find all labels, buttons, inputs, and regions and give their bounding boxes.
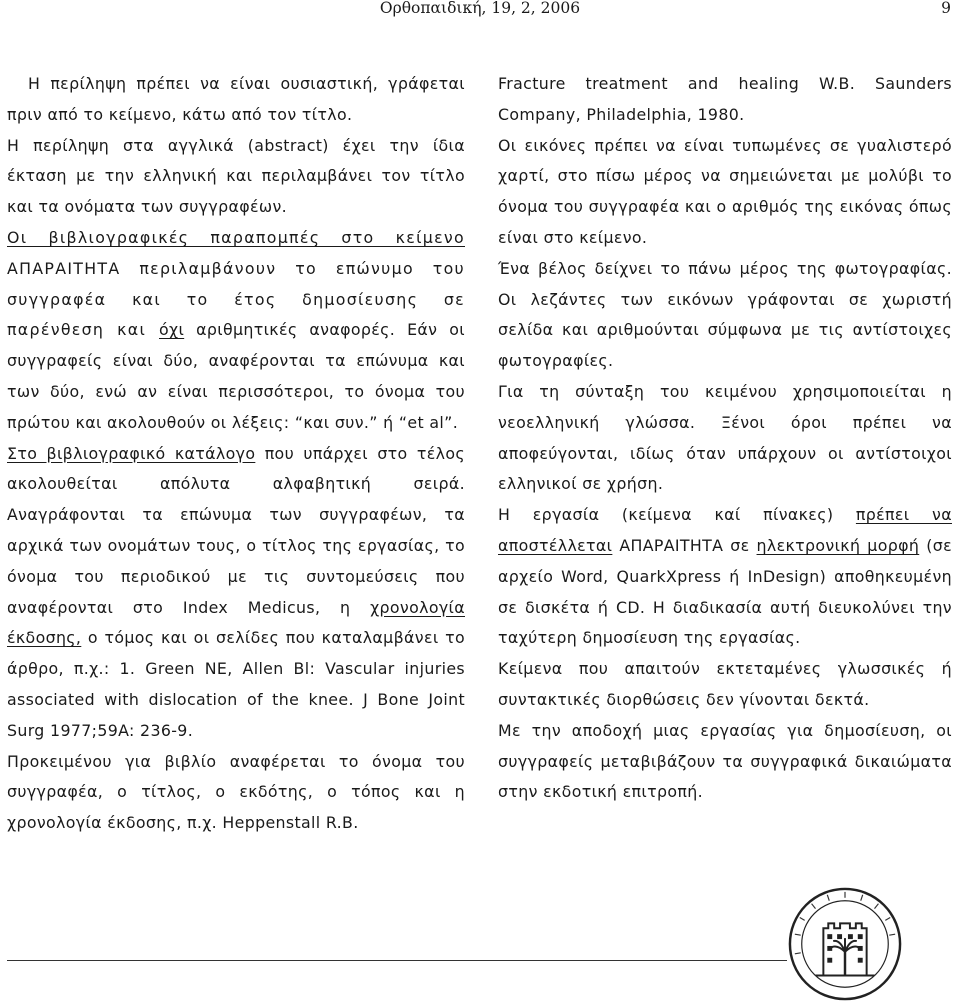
paragraph-book-reference-cont: Fracture treatment and healing W.B. Saunders Company, Philadelphia, 1980. bbox=[498, 74, 952, 124]
submission-text-b: ΑΠΑΡΑΙΤΗΤΑ σε bbox=[612, 535, 757, 555]
paragraph-bibliography bbox=[7, 439, 465, 747]
paragraph-captions: Ένα βέλος δείχνει το πάνω μέρος της φωτογραφίας. Οι λεζάντες των εικόνων γράφονται σε χωριστή σελίδα και αριθμούνται σύμφωνα με τις αντίστοιχες φωτογραφίες. bbox=[498, 258, 952, 371]
journal-citation: Ορθοπαιδική, 19, 2, 2006 bbox=[379, 0, 581, 17]
emphasis-not: όχι bbox=[159, 320, 185, 340]
citations-text-b: αριθμητικές αναφορές. Εάν οι συγγραφείς είναι δύο, αναφέρονται τα επώνυμα και των δύο, ενώ αν είναι περισσότεροι, το όνομα του πρώτου και ακολουθούν οι λέξεις: “και συν.” ή “et al”. bbox=[7, 320, 466, 432]
bibliography-text-b: ο τόμος και οι σελίδες που καταλαμβάνει το άρθρο, π.χ.: 1. Green NE, Allen Bl: Vascular injuries associated with dislocation of the knee. J Bone Joint Surg 1977;59A: 236-9. bbox=[7, 628, 465, 740]
submission-text-c: (σε αρχείο Word, QuarkXpress ή InDesign) αποθηκευμένη σε δισκέτα ή CD. Η διαδικασία αυτή διευκολύνει την ταχύτερη δημοσίευση της εργασίας. bbox=[498, 535, 952, 648]
paragraph-book-reference: Προκειμένου για βιβλίο αναφέρεται το όνομα του συγγραφέα, ο τίτλος, ο εκδότης, ο τόπος και η χρονολογία έκδοσης, π.χ. Heppenstall R.B. bbox=[7, 751, 465, 833]
paragraph-english-abstract: Η περίληψη στα αγγλικά (abstract) έχει την ίδια έκταση με την ελληνική και περιλαμβάνει τον τίτλο και τα ονόματα των συγγραφέων. bbox=[7, 135, 465, 217]
right-column bbox=[498, 69, 952, 808]
paragraph-copyright: Με την αποδοχή μιας εργασίας για δημοσίευση, οι συγγραφείς μεταβιβάζουν τα συγγραφικά δικαιώματα στην εκδοτική επιτροπή. bbox=[498, 720, 952, 802]
left-column bbox=[7, 69, 465, 839]
society-seal-logo bbox=[786, 885, 904, 1003]
paragraph-language: Για τη σύνταξη του κειμένου χρησιμοποιείται η νεοελληνική γλώσσα. Ξένοι όροι πρέπει να αποφεύγονται, ιδίως όταν υπάρχουν οι αντίστοιχοι ελληνικοί σε χρήση. bbox=[498, 381, 952, 494]
submission-text-a: Η εργασία (κείμενα καί πίνακες) bbox=[498, 505, 856, 525]
paragraph-figures: Οι εικόνες πρέπει να είναι τυπωμένες σε γυαλιστερό χαρτί, στο πίσω μέρος να σημειώνεται με μολύβι το όνομα του συγγραφέα και ο αριθμός της εικόνας όπως είναι στο κείμενο. bbox=[498, 135, 952, 247]
citations-text-a: ΑΠΑΡΑΙΤΗΤΑ περιλαμβάνουν το επώνυμο του συγγραφέα και το έτος δημοσίευσης σε παρένθεση και bbox=[7, 258, 465, 340]
paragraph-citations bbox=[7, 223, 465, 439]
submission-underlined-2: ηλεκτρονική μορφή bbox=[756, 535, 920, 555]
footer-rule bbox=[7, 960, 787, 961]
paragraph-submission bbox=[498, 500, 952, 654]
bibliography-heading: Στο βιβλιογραφικό κατάλογο bbox=[7, 443, 256, 463]
year-underlined: χρονολογία έκδοσης, bbox=[7, 597, 465, 648]
paragraph-abstract: Η περίληψη πρέπει να είναι ουσιαστική, γράφεται πριν από το κείμενο, κάτω από τον τίτλο. bbox=[7, 74, 465, 124]
running-header bbox=[0, 0, 960, 20]
citations-heading: Οι βιβλιογραφικές παραπομπές στο κείμενο bbox=[7, 227, 465, 247]
paragraph-corrections: Κείμενα που απαιτούν εκτεταμένες γλωσσικές ή συντακτικές διορθώσεις δεν γίνονται δεκτά. bbox=[498, 659, 952, 709]
bibliography-text-a: που υπάρχει στο τέλος ακολουθείται απόλυτα αλφαβητική σειρά. Αναγράφονται τα επώνυμα των συγγραφέων, τα αρχικά των ονομάτων τους, ο τίτλος της εργασίας, το όνομα του περιοδικού με τις συντομεύσεις που αναφέρονται στο Index Medicus, η bbox=[7, 443, 465, 617]
submission-underlined-1: πρέπει να αποστέλλεται bbox=[498, 505, 952, 555]
page-number: 9 bbox=[941, 0, 951, 17]
